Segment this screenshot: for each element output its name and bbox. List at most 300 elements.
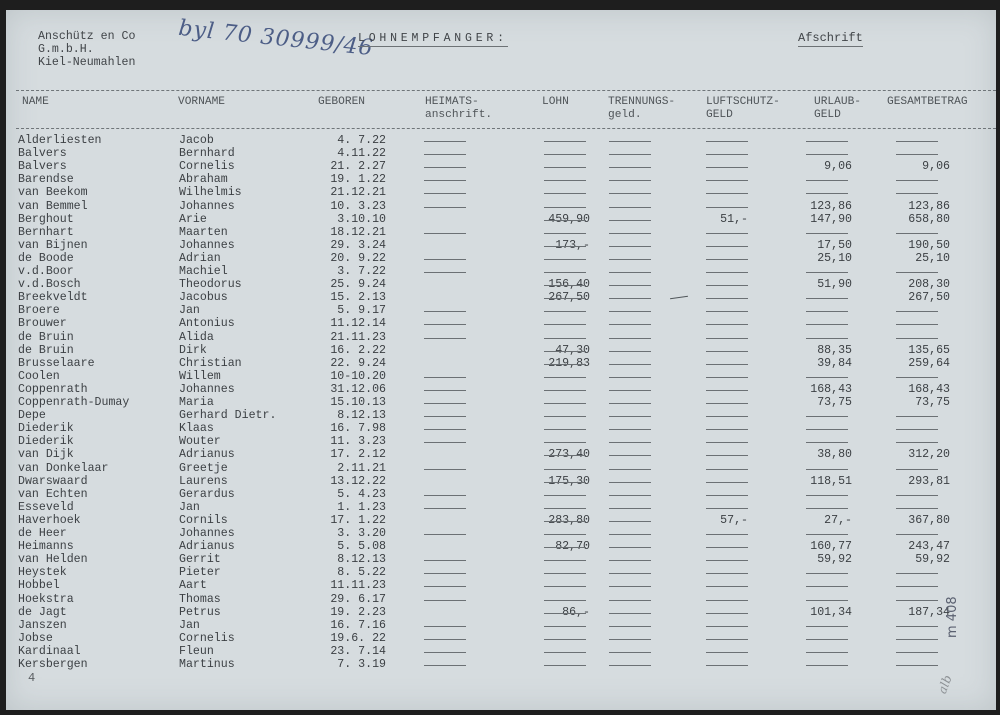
cell-url: 73,75	[817, 396, 852, 409]
empty-dash	[544, 141, 586, 142]
cell-birthdate: 11.12.14	[330, 317, 386, 331]
cell-gesamt: 259,64	[908, 356, 950, 370]
empty-dash	[609, 429, 651, 430]
empty-dash	[544, 403, 586, 404]
empty-dash	[806, 429, 848, 430]
empty-dash	[609, 495, 651, 496]
empty-dash	[806, 233, 848, 234]
side-note: m 408	[945, 596, 960, 638]
cell-name: Janszen	[18, 618, 67, 632]
cell-birthdate: 1. 1.23	[337, 500, 386, 514]
empty-dash	[609, 246, 651, 247]
cell-url: 88,35	[817, 343, 852, 357]
column-header-heimat: HEIMATS- anschrift.	[425, 96, 493, 121]
cell-name: Heimanns	[18, 540, 74, 554]
cell-gesamt: 367,80	[908, 513, 950, 527]
cell-first-name: Jan	[179, 618, 200, 632]
cell-lohn: 86,-	[562, 605, 590, 619]
empty-dash	[706, 246, 748, 247]
cell-name: Bernhart	[18, 225, 74, 239]
empty-dash	[706, 180, 748, 181]
cell-first-name: Thomas	[179, 592, 221, 606]
empty-dash	[706, 665, 748, 666]
empty-dash	[609, 639, 651, 640]
empty-dash	[544, 193, 586, 194]
empty-dash	[706, 298, 748, 299]
company-name: Anschütz en Co	[38, 30, 136, 43]
cell-gesamt: 135,65	[908, 343, 950, 357]
empty-dash	[609, 482, 651, 483]
cell-birthdate: 15.10.13	[330, 396, 386, 409]
table-row	[6, 239, 996, 252]
empty-dash	[896, 626, 938, 627]
empty-dash	[706, 141, 748, 142]
empty-dash	[544, 285, 586, 286]
empty-dash	[609, 338, 651, 339]
table-row	[6, 134, 996, 147]
empty-dash	[544, 338, 586, 339]
column-header-vorname: VORNAME	[178, 96, 225, 108]
empty-dash	[806, 495, 848, 496]
empty-dash	[706, 573, 748, 574]
cell-birthdate: 29. 3.24	[330, 238, 386, 252]
empty-dash	[609, 180, 651, 181]
cell-name: Esseveld	[18, 500, 74, 514]
empty-dash	[609, 141, 651, 142]
empty-dash	[609, 455, 651, 456]
cell-name: Balvers	[18, 160, 67, 174]
empty-dash	[706, 534, 748, 535]
empty-dash	[424, 259, 466, 260]
empty-dash	[544, 573, 586, 574]
empty-dash	[609, 586, 651, 587]
empty-dash	[424, 167, 466, 168]
empty-dash	[609, 442, 651, 443]
table-row	[6, 514, 996, 527]
empty-dash	[424, 586, 466, 587]
cell-birthdate: 11. 3.23	[330, 435, 386, 449]
cell-birthdate: 13.12.22	[330, 474, 386, 488]
cell-lohn: 82,70	[555, 540, 590, 554]
cell-name: v.d.Bosch	[18, 278, 81, 292]
empty-dash	[544, 482, 586, 483]
table-row	[6, 331, 996, 344]
cell-birthdate: 8. 5.22	[337, 566, 386, 580]
empty-dash	[706, 403, 748, 404]
cell-lohn: 267,50	[548, 291, 590, 305]
empty-dash	[544, 626, 586, 627]
empty-dash	[544, 547, 586, 548]
cell-first-name: Laurens	[179, 474, 228, 488]
empty-dash	[706, 613, 748, 614]
cell-first-name: Willem	[179, 369, 221, 383]
empty-dash	[896, 141, 938, 142]
empty-dash	[806, 665, 848, 666]
empty-dash	[706, 495, 748, 496]
cell-birthdate: 21.11.23	[330, 330, 386, 344]
cell-name: Diederik	[18, 422, 74, 436]
cell-gesamt: 658,80	[908, 212, 950, 226]
empty-dash	[706, 364, 748, 365]
empty-dash	[706, 508, 748, 509]
table-row	[6, 593, 996, 606]
cell-lohn: 273,40	[548, 448, 590, 462]
empty-dash	[896, 338, 938, 339]
cell-first-name: Jacobus	[179, 291, 228, 305]
cell-first-name: Cornelis	[179, 160, 235, 174]
empty-dash	[706, 600, 748, 601]
empty-dash	[544, 377, 586, 378]
empty-dash	[609, 665, 651, 666]
empty-dash	[806, 311, 848, 312]
empty-dash	[896, 508, 938, 509]
table-row	[6, 488, 996, 501]
table-row	[6, 619, 996, 632]
empty-dash	[806, 324, 848, 325]
empty-dash	[806, 639, 848, 640]
empty-dash	[806, 652, 848, 653]
table-row	[6, 435, 996, 448]
cell-gesamt: 243,47	[908, 540, 950, 554]
cell-name: Dwarswaard	[18, 474, 88, 488]
empty-dash	[706, 586, 748, 587]
empty-dash	[424, 403, 466, 404]
table-row	[6, 396, 996, 409]
cell-gesamt: 73,75	[915, 396, 950, 409]
table-row	[6, 291, 996, 304]
empty-dash	[424, 626, 466, 627]
cell-name: Brusselaare	[18, 356, 95, 370]
cell-name: Berghout	[18, 212, 74, 226]
table-row	[6, 632, 996, 645]
table-row	[6, 226, 996, 239]
cell-name: van Donkelaar	[18, 461, 109, 475]
empty-dash	[706, 193, 748, 194]
empty-dash	[706, 154, 748, 155]
empty-dash	[896, 193, 938, 194]
empty-dash	[706, 652, 748, 653]
cell-name: Hobbel	[18, 579, 60, 593]
empty-dash	[544, 521, 586, 522]
empty-dash	[544, 586, 586, 587]
empty-dash	[806, 416, 848, 417]
cell-lohn: 47,30	[555, 343, 590, 357]
empty-dash	[806, 626, 848, 627]
cell-name: de Bruin	[18, 330, 74, 344]
empty-dash	[544, 364, 586, 365]
empty-dash	[896, 442, 938, 443]
table-row	[6, 357, 996, 370]
cell-url: 118,51	[810, 474, 852, 488]
empty-dash	[544, 324, 586, 325]
empty-dash	[806, 573, 848, 574]
empty-dash	[896, 586, 938, 587]
empty-dash	[896, 639, 938, 640]
empty-dash	[706, 560, 748, 561]
empty-dash	[544, 639, 586, 640]
empty-dash	[706, 259, 748, 260]
cell-first-name: Johannes	[179, 238, 235, 252]
cell-first-name: Bernhard	[179, 147, 235, 161]
cell-birthdate: 19. 2.23	[330, 605, 386, 619]
cell-first-name: Adrian	[179, 251, 221, 265]
cell-name: Brouwer	[18, 317, 67, 331]
empty-dash	[544, 600, 586, 601]
cell-birthdate: 21.12.21	[330, 186, 386, 200]
cell-first-name: Cornelis	[179, 631, 235, 645]
cell-name: de Boode	[18, 251, 74, 265]
empty-dash	[424, 652, 466, 653]
empty-dash	[544, 613, 586, 614]
column-header-luftschutz: LUFTSCHUTZ- GELD	[706, 96, 780, 121]
cell-birthdate: 3. 3.20	[337, 527, 386, 540]
empty-dash	[706, 167, 748, 168]
cell-url: 51,90	[817, 278, 852, 292]
afschrift-stamp: Afschrift	[798, 31, 863, 45]
cell-name: Kersbergen	[18, 658, 88, 671]
cell-birthdate: 31.12.06	[330, 382, 386, 396]
empty-dash	[706, 324, 748, 325]
cell-name: Coolen	[18, 369, 60, 383]
empty-dash	[896, 600, 938, 601]
empty-dash	[609, 220, 651, 221]
cell-name: van Helden	[18, 553, 88, 567]
cell-lohn: 156,40	[548, 278, 590, 292]
empty-dash	[896, 495, 938, 496]
empty-dash	[544, 560, 586, 561]
cell-url: 147,90	[810, 212, 852, 226]
table-row	[6, 252, 996, 265]
empty-dash	[706, 482, 748, 483]
table-row	[6, 448, 996, 461]
empty-dash	[706, 416, 748, 417]
empty-dash	[896, 154, 938, 155]
table-row	[6, 501, 996, 514]
empty-dash	[706, 442, 748, 443]
empty-dash	[424, 154, 466, 155]
cell-birthdate: 19.6. 22	[330, 631, 386, 645]
cell-lohn: 173,-	[555, 238, 590, 252]
empty-dash	[544, 246, 586, 247]
table-row	[6, 409, 996, 422]
cell-first-name: Adrianus	[179, 448, 235, 462]
column-header-name: NAME	[22, 96, 49, 108]
empty-dash	[896, 652, 938, 653]
cell-name: de Heer	[18, 527, 67, 540]
table-row	[6, 213, 996, 226]
cell-luft: 57,-	[720, 513, 748, 527]
empty-dash	[424, 180, 466, 181]
cell-url: 59,92	[817, 553, 852, 567]
cell-first-name: Machiel	[179, 265, 228, 278]
empty-dash	[424, 442, 466, 443]
cell-name: Barendse	[18, 173, 74, 187]
cell-gesamt: 187,34	[908, 605, 950, 619]
table-row	[6, 566, 996, 579]
company-location: Kiel-Neumahlen	[38, 56, 136, 69]
cell-name: van Bemmel	[18, 199, 88, 213]
empty-dash	[896, 665, 938, 666]
column-header-urlaub: URLAUB- GELD	[814, 96, 861, 121]
empty-dash	[609, 272, 651, 273]
column-header-trennung: TRENNUNGS- geld.	[608, 96, 676, 121]
cell-first-name: Gerrit	[179, 553, 221, 567]
table-row	[6, 173, 996, 186]
empty-dash	[609, 547, 651, 548]
empty-dash	[424, 233, 466, 234]
empty-dash	[424, 639, 466, 640]
empty-dash	[806, 442, 848, 443]
empty-dash	[424, 665, 466, 666]
empty-dash	[424, 377, 466, 378]
cell-first-name: Christian	[179, 356, 242, 370]
empty-dash	[806, 508, 848, 509]
empty-dash	[706, 207, 748, 208]
cell-first-name: Pieter	[179, 566, 221, 580]
cell-name: Kardinaal	[18, 644, 81, 658]
cell-birthdate: 16. 7.16	[330, 618, 386, 632]
empty-dash	[544, 220, 586, 221]
table-row	[6, 527, 996, 540]
cell-first-name: Johannes	[179, 199, 235, 213]
empty-dash	[896, 429, 938, 430]
cell-first-name: Petrus	[179, 605, 221, 619]
empty-dash	[424, 573, 466, 574]
cell-birthdate: 18.12.21	[330, 225, 386, 239]
cell-url: 9,06	[824, 160, 852, 174]
empty-dash	[544, 455, 586, 456]
empty-dash	[609, 613, 651, 614]
empty-dash	[424, 508, 466, 509]
empty-dash	[544, 508, 586, 509]
cell-birthdate: 25. 9.24	[330, 278, 386, 292]
empty-dash	[544, 298, 586, 299]
empty-dash	[706, 469, 748, 470]
empty-dash	[609, 167, 651, 168]
table-row	[6, 147, 996, 160]
empty-dash	[609, 298, 651, 299]
cell-first-name: Dirk	[179, 343, 207, 357]
cell-gesamt: 208,30	[908, 278, 950, 292]
cell-name: de Jagt	[18, 605, 67, 619]
cell-name: Breekveldt	[18, 291, 88, 305]
empty-dash	[806, 272, 848, 273]
empty-dash	[706, 390, 748, 391]
cell-url: 39,84	[817, 356, 852, 370]
empty-dash	[544, 259, 586, 260]
cell-name: de Bruin	[18, 343, 74, 357]
cell-name: van Bijnen	[18, 238, 88, 252]
empty-dash	[896, 377, 938, 378]
empty-dash	[544, 416, 586, 417]
side-note-small: alb	[935, 673, 955, 696]
cell-birthdate: 19. 1.22	[330, 173, 386, 187]
cell-first-name: Alida	[179, 330, 214, 344]
empty-dash	[806, 154, 848, 155]
empty-dash	[544, 429, 586, 430]
cell-name: van Dijk	[18, 448, 74, 462]
table-row	[6, 645, 996, 658]
empty-dash	[609, 416, 651, 417]
table-row	[6, 540, 996, 553]
empty-dash	[896, 233, 938, 234]
cell-birthdate: 21. 2.27	[330, 160, 386, 174]
cell-birthdate: 17. 1.22	[330, 513, 386, 527]
header-rule-top	[16, 90, 996, 91]
cell-first-name: Wouter	[179, 435, 221, 449]
table-row	[6, 304, 996, 317]
cell-name: Diederik	[18, 435, 74, 449]
cell-birthdate: 22. 9.24	[330, 356, 386, 370]
table-row	[6, 370, 996, 383]
empty-dash	[609, 390, 651, 391]
empty-dash	[609, 324, 651, 325]
cell-lohn: 219,83	[548, 356, 590, 370]
cell-gesamt: 190,50	[908, 238, 950, 252]
cell-gesamt: 25,10	[915, 251, 950, 265]
cell-name: Balvers	[18, 147, 67, 161]
cell-url: 160,77	[810, 540, 852, 554]
cell-name: v.d.Boor	[18, 265, 74, 278]
cell-gesamt: 293,81	[908, 474, 950, 488]
table-row	[6, 658, 996, 671]
cell-first-name: Gerardus	[179, 487, 235, 501]
cell-luft: 51,-	[720, 212, 748, 226]
empty-dash	[806, 377, 848, 378]
cell-first-name: Wilhelmis	[179, 186, 242, 200]
empty-dash	[609, 193, 651, 194]
empty-dash	[544, 442, 586, 443]
empty-dash	[544, 469, 586, 470]
company-form: G.m.b.H.	[38, 43, 94, 56]
column-header-lohn: LOHN	[542, 96, 569, 108]
cell-name: Heystek	[18, 566, 67, 580]
empty-dash	[424, 311, 466, 312]
cell-first-name: Fleun	[179, 644, 214, 658]
empty-dash	[544, 351, 586, 352]
cell-name: Hoekstra	[18, 592, 74, 606]
cell-url: 25,10	[817, 251, 852, 265]
table-row	[6, 317, 996, 330]
empty-dash	[609, 285, 651, 286]
cell-gesamt: 267,50	[908, 291, 950, 305]
cell-birthdate: 16. 7.98	[330, 422, 386, 436]
empty-dash	[424, 429, 466, 430]
empty-dash	[896, 180, 938, 181]
cell-first-name: Maarten	[179, 225, 228, 239]
empty-dash	[424, 207, 466, 208]
empty-dash	[609, 508, 651, 509]
cell-gesamt: 123,86	[908, 199, 950, 213]
table-row	[6, 579, 996, 592]
table-row	[6, 344, 996, 357]
empty-dash	[706, 338, 748, 339]
cell-first-name: Arie	[179, 212, 207, 226]
cell-first-name: Abraham	[179, 173, 228, 187]
empty-dash	[609, 259, 651, 260]
empty-dash	[609, 377, 651, 378]
cell-url: 168,43	[810, 382, 852, 396]
column-header-gesamt: GESAMTBETRAG	[887, 96, 968, 108]
empty-dash	[424, 390, 466, 391]
cell-name: van Beekom	[18, 186, 88, 200]
cell-url: 38,80	[817, 448, 852, 462]
cell-first-name: Gerhard Dietr.	[179, 409, 277, 423]
empty-dash	[609, 626, 651, 627]
document-title: LOHNEMPFANGER:	[358, 32, 508, 45]
empty-dash	[706, 377, 748, 378]
cell-lohn: 175,30	[548, 474, 590, 488]
